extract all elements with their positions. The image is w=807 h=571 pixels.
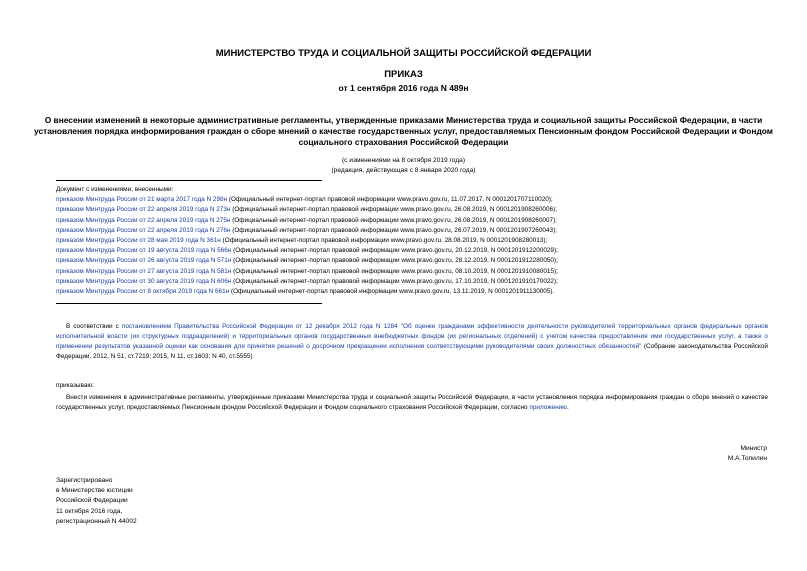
change-link[interactable]: приказом Минтруда России от 28 мая 2019 года N 361н — [56, 237, 221, 245]
change-source: (Официальный интернет-портал правовой информации www.pravo.gov.ru, 20.12.2019, N 0001201912200029); — [231, 247, 558, 255]
change-link[interactable]: приказом Минтруда России от 22 апреля 2019 года N 273н — [56, 206, 231, 214]
change-source: (Официальный интернет-портал правовой информации www.pravo.gov.ru, 17.10.2019, N 0001201910170022); — [231, 277, 558, 285]
change-link[interactable]: приказом Минтруда России от 30 августа 2019 года N 606н — [56, 277, 232, 285]
resolution-link[interactable]: постановлением Правительства Российской Федерации от 12 декабря 2012 года N 1284 "Об оценке гражданами эффективности деятельности руководителей территориальных органов федеральных органов исполнительной власти (их структурных подразделений) и территориальных органов государственных внебюджетных фондов (их региональных отделений) с учетом качества предоставления ими государственных услуг, а также о применении результатов указанной оценки как основания для принятия решений о досрочном прекращении исполнения соответствующими руководителями своих должностных обязанностей" — [56, 323, 768, 350]
change-item — [56, 277, 776, 287]
preamble-suffix: (Собрание законодательства Российской Федерации, 2012, N 51, ст.7219; 2015, N 11, ст.1603; N 40, ст.5555) — [56, 343, 768, 360]
edition-changes-line: (с изменениями на 8 октября 2019 года) — [341, 157, 466, 164]
changes-list — [56, 185, 776, 297]
change-link[interactable]: приказом Минтруда России от 21 марта 2017 года N 298н — [56, 196, 228, 204]
change-item — [56, 236, 776, 246]
change-source: (Официальный интернет-портал правовой информации www.pravo.gov.ru, 28.12.2019, N 0001201912280050); — [231, 257, 558, 265]
signature-name: М.А.Топилин — [727, 455, 767, 462]
change-link[interactable]: приказом Минтруда России от 8 октября 2019 года N 661н — [56, 288, 230, 296]
edition-info — [0, 156, 807, 176]
change-link[interactable]: приказом Минтруда России от 19 августа 2019 года N 566н — [56, 247, 232, 255]
change-item — [56, 195, 776, 205]
change-item — [56, 246, 776, 256]
registration-line: в Министерстве юстиции — [56, 487, 133, 495]
document-date: от 1 сентября 2016 года N 489н — [338, 83, 469, 93]
change-link[interactable]: приказом Минтруда России от 22 апреля 2019 года N 276н — [56, 226, 231, 234]
change-source: (Официальный интернет-портал правовой информации www.pravo.gov.ru, 13.11.2019, N 0001201911130005). — [229, 288, 555, 296]
order-end: . — [566, 404, 569, 411]
change-source: (Официальный интернет-портал правовой информации www.pravo.gov.ru, 26.08.2019, N 0001201908260007); — [230, 216, 557, 224]
change-item — [56, 216, 776, 226]
change-link[interactable]: приказом Минтруда России от 26 августа 2019 года N 571н — [56, 257, 232, 265]
change-item — [56, 267, 776, 277]
divider-top — [56, 180, 322, 181]
change-source: (Официальный интернет-портал правовой информации www.pravo.gov.ru, 28.08.2019, N 0001201908280013); — [220, 237, 548, 245]
changes-intro: Документ с изменениями, внесенными: — [56, 186, 174, 193]
change-link[interactable]: приказом Минтруда России от 27 августа 2019 года N 581н — [56, 267, 232, 275]
order-label: приказываю: — [56, 382, 94, 389]
registration-block — [56, 476, 137, 527]
change-source: (Официальный интернет-портал правовой информации www.pravo.gov.ru, 08.10.2019, N 0001201910080015); — [231, 267, 558, 275]
registration-line: Российской Федерации — [56, 497, 128, 505]
divider-bottom — [56, 303, 322, 304]
order-paragraph — [56, 393, 768, 413]
signature-block — [728, 444, 767, 464]
change-item — [56, 226, 776, 236]
change-item — [56, 256, 776, 266]
order-text: Внести изменения в административные регламенты, утвержденные приказами Министерства труда и социальной защиты Российской Федерации, в части установления порядка информирования граждан о сборе мнений о качестве государственных услуг, предоставляемых Пенсионным фондом Российской Федерации и Фондом социального страхования Российской Федерации, согласно — [56, 394, 768, 411]
change-link[interactable]: приказом Минтруда России от 22 апреля 2019 года N 275н — [56, 216, 231, 224]
change-source: (Официальный интернет-портал правовой информации www.pravo.gov.ru, 26.07.2019, N 0001201907260043); — [230, 226, 557, 234]
registration-line: 11 октября 2016 года, — [56, 507, 123, 515]
appendix-link[interactable]: приложению — [529, 404, 567, 411]
change-item — [56, 287, 776, 297]
change-source: (Официальный интернет-портал правовой информации www.pravo.gov.ru, 11.07.2017, N 0001201707110020); — [227, 196, 553, 204]
signature-position: Министр — [740, 445, 767, 452]
change-item — [56, 205, 776, 215]
edition-effective-line: (редакция, действующая с 8 января 2020 года) — [331, 167, 476, 174]
change-source: (Официальный интернет-портал правовой информации www.pravo.gov.ru, 26.08.2019, N 0001201908260006); — [230, 206, 557, 214]
registration-line: Зарегистрировано — [56, 477, 113, 484]
registration-line: регистрационный N 44002 — [56, 517, 137, 525]
preamble-prefix: В соответствии с — [66, 323, 122, 330]
document-type: ПРИКАЗ — [384, 69, 423, 80]
document-title: О внесении изменений в некоторые административные регламенты, утвержденные приказами Министерства труда и социальной защиты Российской Федерации, в части установления порядка информирования граждан о сборе мнений о качестве государственных услуг, предоставляемых Пенсионным фондом Российской Федерации и Фондом социального страхования Российской Федерации — [34, 115, 773, 147]
preamble-paragraph — [56, 322, 768, 362]
ministry-heading: МИНИСТЕРСТВО ТРУДА И СОЦИАЛЬНОЙ ЗАЩИТЫ РОССИЙСКОЙ ФЕДЕРАЦИИ — [215, 48, 592, 59]
